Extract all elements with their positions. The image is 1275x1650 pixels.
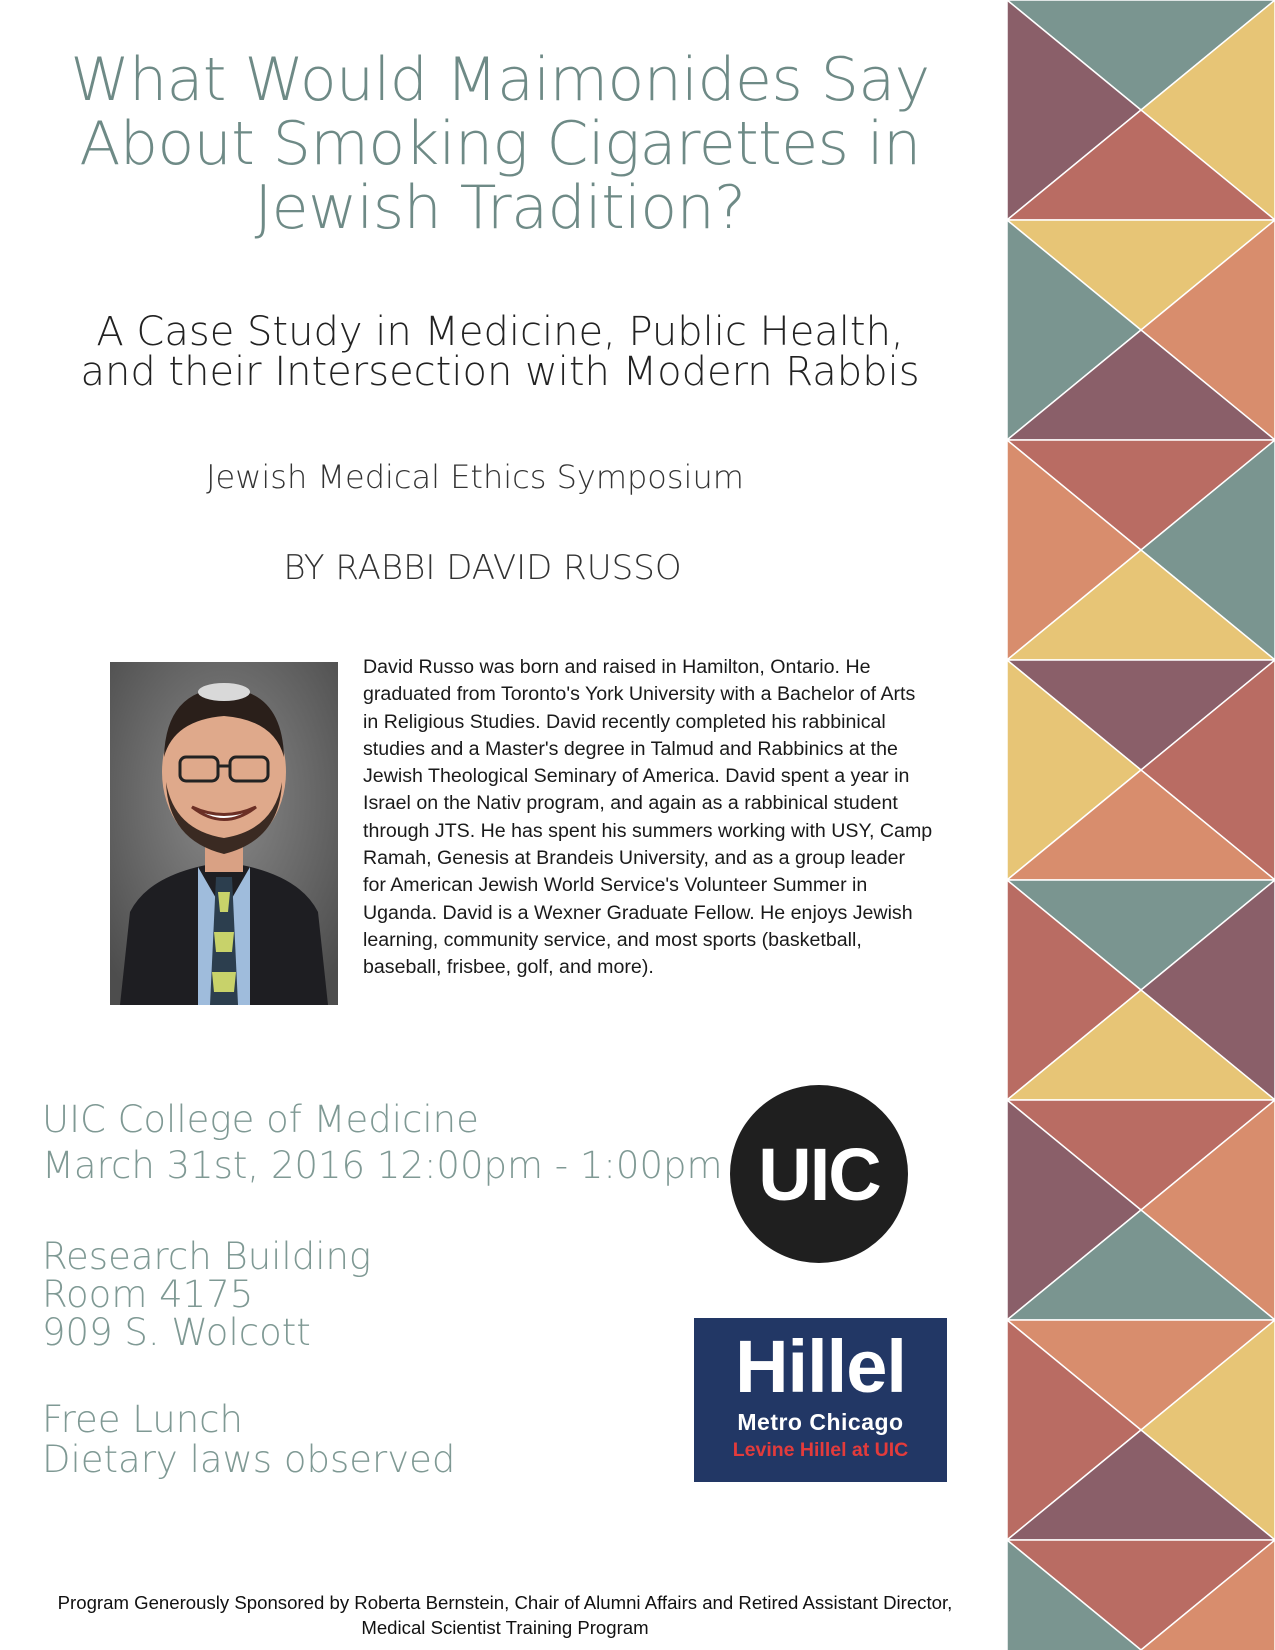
sponsor-credit (0, 1590, 1010, 1640)
sponsor-credit-line-2: Medical Scientist Training Program (361, 1617, 649, 1638)
uic-logo-text: UIC (758, 1132, 880, 1216)
event-building: Research Building (42, 1235, 372, 1278)
event-title-line-1: What Would Maimonides Say (70, 45, 930, 115)
event-venue: UIC College of Medicine (42, 1098, 479, 1141)
event-room: Room 4175 (42, 1273, 254, 1316)
event-subtitle-line-2: and their Intersection with Modern Rabbis (80, 349, 920, 395)
decorative-triangle-pattern (1007, 0, 1275, 1650)
symposium-name: Jewish Medical Ethics Symposium (206, 458, 744, 496)
event-datetime: March 31st, 2016 12:00pm - 1:00pm (42, 1144, 723, 1187)
speaker-photo (110, 662, 338, 1005)
event-title-line-3: Jewish Tradition? (254, 173, 746, 243)
event-address: 909 S. Wolcott (42, 1311, 311, 1354)
hillel-logo-name: Hillel (735, 1325, 906, 1408)
event-subtitle-line-1: A Case Study in Medicine, Public Health, (96, 309, 904, 355)
speaker-byline: BY RABBI DAVID RUSSO (283, 548, 682, 588)
event-subtitle (20, 309, 980, 395)
event-dietary: Dietary laws observed (42, 1438, 456, 1481)
speaker-portrait (110, 662, 338, 1005)
event-lunch: Free Lunch (42, 1398, 243, 1441)
uic-logo (730, 1085, 908, 1263)
sponsor-credit-line-1: Program Generously Sponsored by Roberta Bernstein, Chair of Alumni Affairs and Retired Assistant Director, (57, 1592, 953, 1613)
hillel-logo (694, 1318, 947, 1482)
speaker-bio: David Russo was born and raised in Hamilton, Ontario. He graduated from Toronto's York University with a Bachelor of Arts in Religious Studies. David recently completed his rabbinical studies and a Master's degree in Talmud and Rabbinics at the Jewish Theological Seminary of America. David spent a year in Israel on the Nativ program, and again as a rabbinical student through JTS. He has spent his summers working with USY, Camp Ramah, Genesis at Brandeis University, and as a group leader for American Jewish World Service's Volunteer Summer in Uganda. David is a Wexner Graduate Fellow. He enjoys Jewish learning, community service, and most sports (basketball, baseball, frisbee, golf, and more). (363, 656, 933, 979)
hillel-logo-branch: Levine Hillel at UIC (732, 1439, 909, 1461)
event-title (20, 45, 980, 243)
event-title-line-2: About Smoking Cigarettes in (79, 109, 921, 179)
hillel-logo-region: Metro Chicago (737, 1409, 904, 1435)
